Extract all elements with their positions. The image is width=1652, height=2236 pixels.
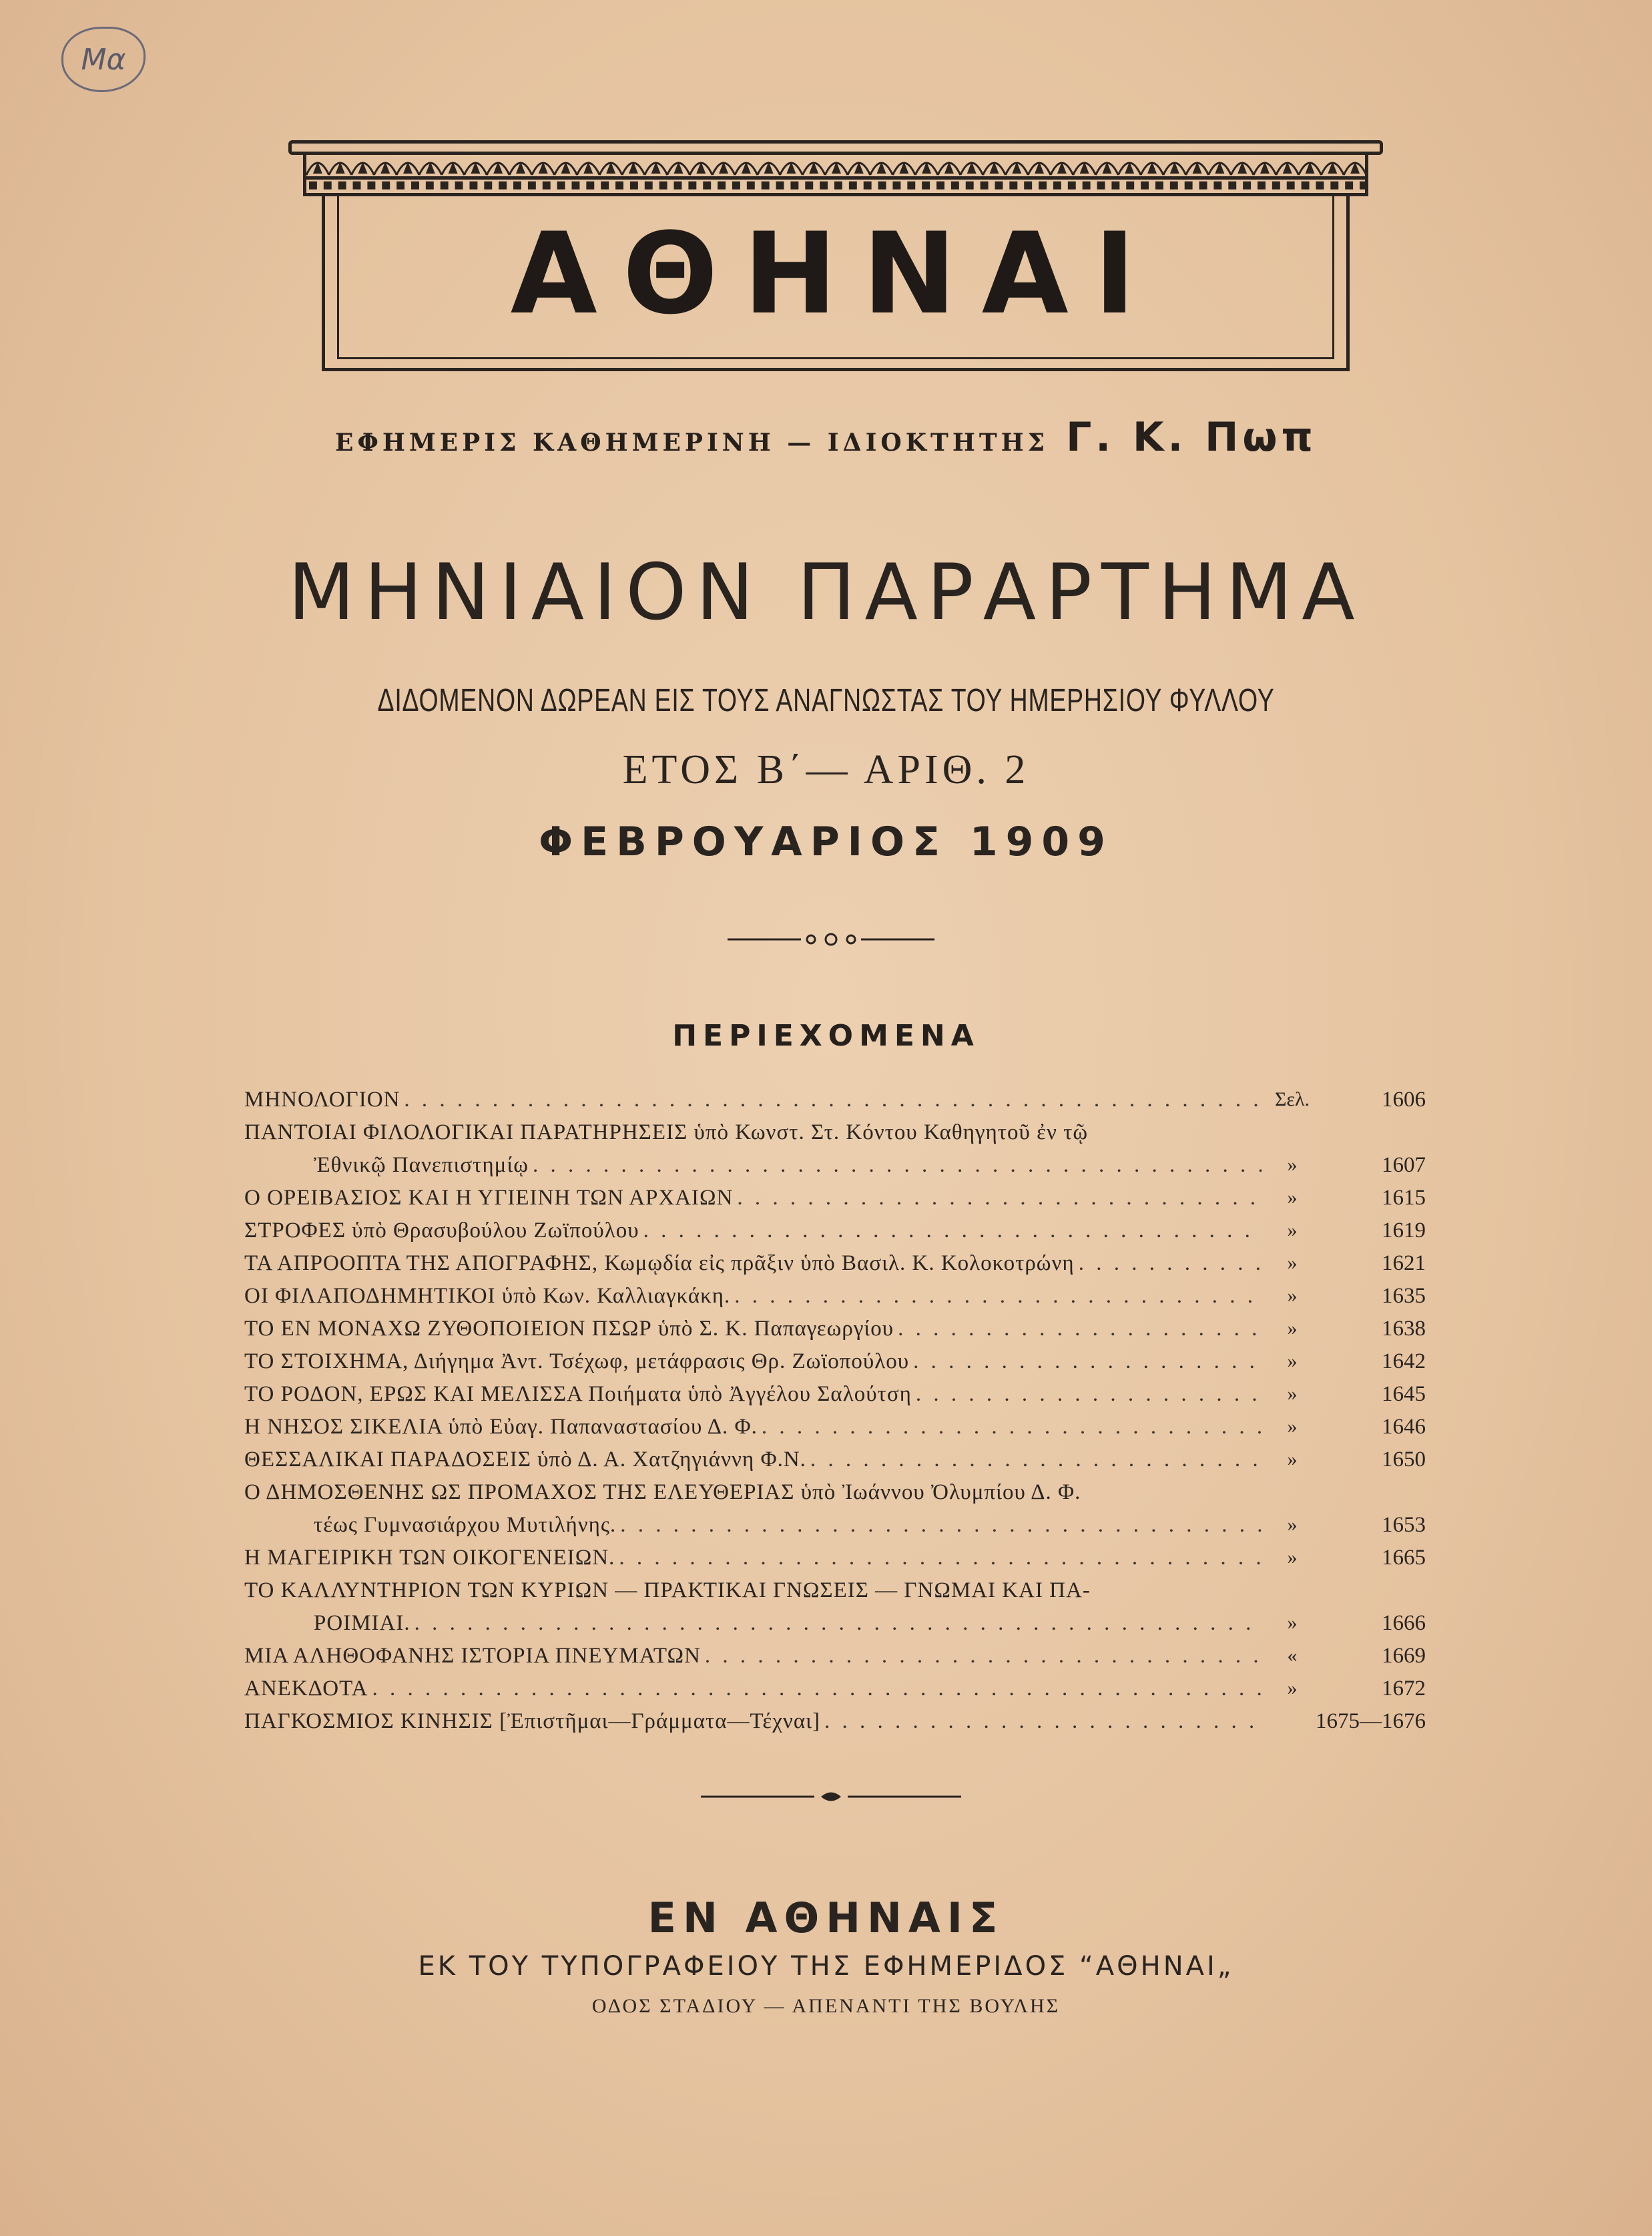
toc-entry-title: Η ΜΑΓΕΙΡΙΚΗ ΤΩΝ ΟΙΚΟΓΕΝΕΙΩΝ.	[244, 1546, 615, 1570]
toc-leader-dots	[620, 1512, 1262, 1538]
toc-page-number: 1606	[1382, 1088, 1426, 1112]
issue-date: ΦΕΒΡΟΥΑΡΙΟΣ 1909	[539, 819, 1113, 865]
toc-entry-title: ΘΕΣΣΑΛΙΚΑΙ ΠΑΡΑΔΟΣΕΙΣ ὑπὸ Δ. Α. Χατζηγιάννη Φ.Ν.	[244, 1447, 806, 1472]
subtitle-prefix: ΕΦΗΜΕΡΙΣ ΚΑΘΗΜΕΡΙΝΗ — ΙΔΙΟΚΤΗΤΗΣ	[335, 429, 1049, 457]
table-of-contents	[244, 1080, 1426, 1735]
printing-house: ΕΚ ΤΟΥ ΤΥΠΟΓΡΑΦΕΙΟΥ ΤΗΣ ΕΦΗΜΕΡΙΔΟΣ “ΑΘΗΝΑΙ„	[418, 1951, 1234, 1982]
toc-entry-title: ΟΙ ΦΙΛΑΠΟΔΗΜΗΤΙΚΟΙ ὑπὸ Κων. Καλλιαγκάκη.	[244, 1284, 731, 1308]
toc-page-number: 1669	[1382, 1644, 1426, 1668]
toc-leader-dots	[824, 1708, 1258, 1735]
toc-leader-dots	[734, 1283, 1262, 1309]
toc-entry-title: ΤΟ ΡΟΔΟΝ, ΕΡΩΣ ΚΑΙ ΜΕΛΙΣΣΑ Ποιήματα ὑπὸ Ἀγγέλου Σαλούτση	[244, 1382, 912, 1406]
toc-row	[244, 1506, 1426, 1538]
toc-page-mark: «	[1287, 1644, 1298, 1666]
toc-leader-dots	[533, 1152, 1262, 1178]
toc-page-number: 1638	[1382, 1317, 1426, 1341]
toc-page-mark: »	[1287, 1154, 1298, 1176]
toc-page-number: 1653	[1382, 1513, 1426, 1537]
toc-leader-dots	[898, 1315, 1262, 1342]
toc-leader-dots	[913, 1348, 1262, 1375]
toc-page-mark: »	[1287, 1415, 1298, 1437]
cornice-decoration	[303, 155, 1368, 176]
toc-page-number: 1607	[1382, 1153, 1426, 1177]
toc-page-mark: »	[1287, 1186, 1298, 1208]
toc-leader-dots	[415, 1610, 1262, 1636]
divider-ornament-icon	[701, 1787, 961, 1807]
toc-row	[244, 1440, 1426, 1473]
toc-leader-dots	[916, 1381, 1262, 1407]
toc-entry-title: ΤΟ ΕΝ ΜΟΝΑΧΩ ΖΥΘΟΠΟΙΕΙΟΝ ΠΣΩΡ ὑπὸ Σ. Κ. Παπαγεωργίου	[244, 1317, 894, 1341]
toc-row	[244, 1538, 1426, 1571]
publication-city: ΕΝ ΑΘΗΝΑΙΣ	[647, 1893, 1005, 1942]
toc-row	[244, 1080, 1426, 1113]
toc-entry-title: Ο ΔΗΜΟΣΘΕΝΗΣ ΩΣ ΠΡΟΜΑΧΟΣ ΤΗΣ ΕΛΕΥΘΕΡΙΑΣ ὑπὸ Ἰωάννου Ὀλυμπίου Δ. Φ.	[244, 1480, 1081, 1504]
toc-entry-title: ΠΑΓΚΟΣΜΙΟΣ ΚΙΝΗΣΙΣ [Ἐπιστῆμαι—Γράμματα—Τέχναι]	[244, 1709, 821, 1733]
toc-entry-title: ΡΟΙΜΙΑΙ.	[314, 1611, 410, 1635]
toc-page-number: 1621	[1382, 1251, 1426, 1275]
toc-entry-title: ΣΤΡΟΦΕΣ ὑπὸ Θρασυβούλου Ζωϊπούλου	[244, 1218, 639, 1243]
toc-page-mark: »	[1287, 1383, 1298, 1405]
toc-row	[244, 1407, 1426, 1440]
toc-leader-dots	[1079, 1250, 1262, 1277]
toc-page-number: 1672	[1382, 1676, 1426, 1701]
toc-leader-dots	[404, 1086, 1262, 1113]
toc-row	[244, 1702, 1426, 1735]
toc-page-mark: »	[1287, 1350, 1298, 1372]
contents-heading: ΠΕΡΙΕΧΟΜΕΝΑ	[672, 1019, 980, 1053]
toc-entry-title: ΤΑ ΑΠΡΟΟΠΤΑ ΤΗΣ ΑΠΟΓΡΑΦΗΣ, Κωμῳδία εἰς πρᾶξιν ὑπὸ Βασιλ. Κ. Κολοκοτρώνη	[244, 1251, 1075, 1275]
toc-entry-title: τέως Γυμνασιάρχου Μυτιλήνης.	[314, 1513, 617, 1537]
toc-page-number: 1645	[1382, 1382, 1426, 1406]
toc-entry-title: Ἐθνικῷ Πανεπιστημίῳ	[314, 1153, 529, 1177]
toc-page-number: 1646	[1382, 1415, 1426, 1439]
masthead-title: ΑΘΗΝΑΙ	[510, 208, 1161, 339]
distribution-note: ΔΙΔΟΜΕΝΟΝ ΔΩΡΕΑΝ ΕΙΣ ΤΟΥΣ ΑΝΑΓΝΩΣΤΑΣ ΤΟΥ ΗΜΕΡΗΣΙΟΥ ΦΥΛΛΟΥ	[377, 683, 1275, 718]
toc-leader-dots	[619, 1544, 1262, 1571]
toc-leader-dots	[737, 1184, 1262, 1211]
toc-page-mark: »	[1287, 1219, 1298, 1241]
toc-page-mark: »	[1287, 1514, 1298, 1536]
toc-page-mark: »	[1287, 1677, 1298, 1699]
toc-entry-title: ΤΟ ΣΤΟΙΧΗΜΑ, Διήγημα Ἀντ. Τσέχωφ, μετάφρασις Θρ. Ζωϊοπούλου	[244, 1349, 910, 1373]
toc-page-number: 1666	[1382, 1611, 1426, 1635]
dentil-pattern-icon	[306, 180, 1365, 193]
toc-row	[244, 1571, 1426, 1604]
cornice-dentils	[303, 176, 1368, 196]
cornice-top-molding	[288, 140, 1383, 155]
toc-row	[244, 1342, 1426, 1375]
toc-entry-title: ΠΑΝΤΟΙΑΙ ΦΙΛΟΛΟΓΙΚΑΙ ΠΑΡΑΤΗΡΗΣΕΙΣ ὑπὸ Κωνστ. Στ. Κόντου Καθηγητοῦ ἐν τῷ	[244, 1120, 1089, 1144]
toc-page-number: 1615	[1382, 1186, 1426, 1210]
year-issue: ΕΤΟΣ Β΄— ΑΡΙΘ. 2	[622, 747, 1030, 793]
toc-page-mark: »	[1287, 1285, 1298, 1307]
toc-page-number: 1619	[1382, 1218, 1426, 1243]
toc-row	[244, 1375, 1426, 1407]
toc-row	[244, 1473, 1426, 1506]
toc-row	[244, 1277, 1426, 1309]
toc-page-number: 1650	[1382, 1447, 1426, 1472]
toc-row	[244, 1211, 1426, 1244]
toc-entry-title: Η ΝΗΣΟΣ ΣΙΚΕΛΙΑ ὑπὸ Εὐαγ. Παπαναστασίου Δ. Φ.	[244, 1415, 758, 1439]
toc-leader-dots	[762, 1413, 1262, 1440]
printing-address: ΟΔΟΣ ΣΤΑΔΙΟΥ — ΑΠΕΝΑΝΤΙ ΤΗΣ ΒΟΥΛΗΣ	[591, 1995, 1061, 2017]
toc-row	[244, 1244, 1426, 1277]
toc-page-mark: »	[1287, 1448, 1298, 1470]
toc-page-number: 1675—1676	[1316, 1709, 1426, 1733]
toc-row	[244, 1113, 1426, 1146]
toc-leader-dots	[705, 1642, 1262, 1669]
toc-entry-title: ΑΝΕΚΔΟΤΑ	[244, 1676, 368, 1701]
toc-page-number: 1665	[1382, 1546, 1426, 1570]
toc-page-number: 1642	[1382, 1349, 1426, 1373]
toc-row	[244, 1636, 1426, 1669]
toc-page-mark: »	[1287, 1612, 1298, 1634]
toc-page-number: 1635	[1382, 1284, 1426, 1308]
toc-page-mark: »	[1287, 1317, 1298, 1339]
toc-entry-title: ΜΙΑ ΑΛΗΘΟΦΑΝΗΣ ΙΣΤΟΡΙΑ ΠΝΕΥΜΑΤΩΝ	[244, 1644, 701, 1668]
toc-row	[244, 1146, 1426, 1178]
handwritten-margin-note: Μα	[61, 27, 146, 92]
toc-leader-dots	[372, 1675, 1262, 1702]
masthead	[288, 140, 1383, 374]
toc-entry-title: Ο ΟΡΕΙΒΑΣΙΟΣ ΚΑΙ Η ΥΓΙΕΙΝΗ ΤΩΝ ΑΡΧΑΙΩΝ	[244, 1186, 734, 1210]
toc-page-mark: »	[1287, 1546, 1298, 1568]
toc-leader-dots	[810, 1446, 1262, 1473]
newspaper-subtitle	[0, 414, 1652, 461]
toc-page-mark: »	[1287, 1252, 1298, 1274]
toc-leader-dots	[643, 1217, 1262, 1244]
toc-entry-title: ΜΗΝΟΛΟΓΙΟΝ	[244, 1088, 400, 1112]
toc-row	[244, 1309, 1426, 1342]
cornice-pattern-icon	[306, 155, 1365, 176]
owner-name: Γ. Κ. Πωπ	[1066, 414, 1317, 461]
toc-page-mark: Σελ.	[1274, 1088, 1310, 1110]
toc-row	[244, 1178, 1426, 1211]
toc-row	[244, 1604, 1426, 1636]
divider-ornament-icon	[728, 929, 934, 949]
toc-entry-title: ΤΟ ΚΑΛΛΥΝΤΗΡΙΟΝ ΤΩΝ ΚΥΡΙΩΝ — ΠΡΑΚΤΙΚΑΙ ΓΝΩΣΕΙΣ — ΓΝΩΜΑΙ ΚΑΙ ΠΑ-	[244, 1578, 1091, 1602]
toc-row	[244, 1669, 1426, 1702]
supplement-title: ΜΗΝΙΑΙΟΝ ΠΑΡΑΡΤΗΜΑ	[288, 547, 1364, 638]
